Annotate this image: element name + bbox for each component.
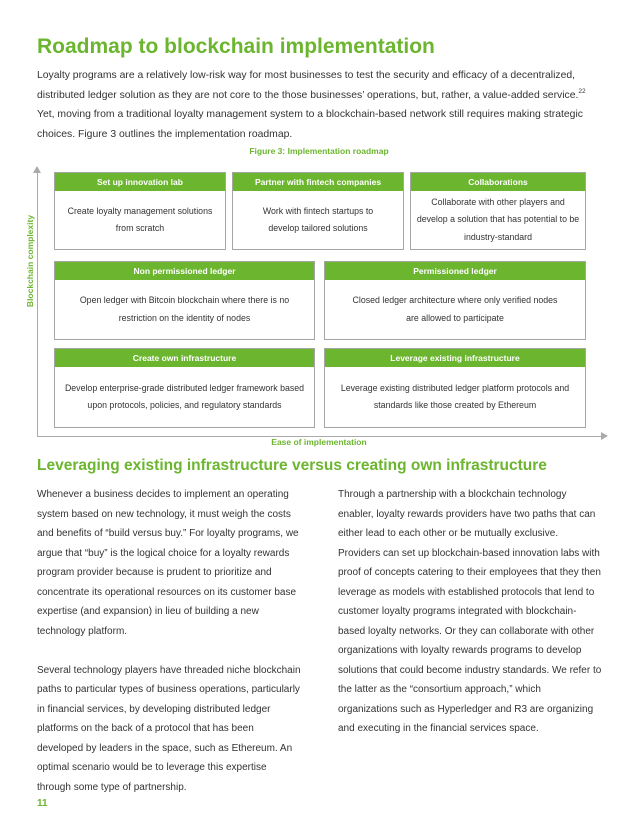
roadmap-box-fintech bbox=[232, 172, 404, 250]
y-axis-label: Blockchain complexity bbox=[25, 214, 35, 308]
roadmap-box-non-permissioned bbox=[54, 261, 315, 340]
roadmap-box-create-own bbox=[54, 348, 315, 428]
box-heading: Collaborations bbox=[411, 173, 585, 191]
roadmap-box-innovation-lab bbox=[54, 172, 226, 250]
box-text: Collaborate with other players and develop a solution that has potential to be industry-standard bbox=[416, 196, 580, 242]
footnote-ref[interactable]: 22 bbox=[578, 87, 586, 95]
intro-paragraph bbox=[37, 66, 602, 144]
box-heading: Set up innovation lab bbox=[55, 173, 225, 191]
y-axis-line bbox=[37, 170, 38, 437]
figure-caption: Figure 3: Implementation roadmap bbox=[249, 146, 389, 156]
box-heading: Leverage existing infrastructure bbox=[325, 349, 585, 367]
left-paragraph-2: Several technology players have threaded niche blockchain paths to particular types of business operations, particularly in financial services, by developing distributed ledger platforms on the back of a protocol that has been developed by leaders in the space, such as Ethereum. An optimal scenario would be to leverage this expertise through some type of partnership. bbox=[37, 664, 301, 793]
box-heading: Partner with fintech companies bbox=[233, 173, 403, 191]
intro-text: Loyalty programs are a relatively low-risk way for most businesses to test the security and efficacy of a decentralized, distributed ledger solution as they are not core to the those businesses’ operations, but, rather, a value-added service. bbox=[37, 70, 579, 101]
page-number: 11 bbox=[37, 798, 48, 809]
left-paragraph-1: Whenever a business decides to implement an operating system based on new technology, it must weigh the costs and benefits of “build versus buy.” For loyalty programs, we argue that “buy” is the logical choice for a loyalty rewards program provider because is prudent to prioritize and concentrate its operational resources on its customer base expertise (and expansion) in lieu of building a new technology platform. bbox=[37, 489, 299, 637]
box-text: Open ledger with Bitcoin blockchain where there is no restriction on the identity of nodes bbox=[79, 295, 290, 323]
box-text: Leverage existing distributed ledger platform protocols and standards like those created by Ethereum bbox=[340, 382, 570, 410]
roadmap-box-leverage-existing bbox=[324, 348, 586, 428]
box-text: Work with fintech startups to develop tailored solutions bbox=[262, 205, 374, 233]
box-heading: Non permissioned ledger bbox=[55, 262, 314, 280]
left-column bbox=[37, 485, 301, 797]
right-paragraph-1: Through a partnership with a blockchain technology enabler, loyalty rewards providers have two paths that can either lead to each other or be mutually exclusive. Providers can set up blockchain-based innovation labs with proof of concepts catering to their employees that they then leverage as models with established protocols that lend to customer loyalty programs integrated with blockchain-based loyalty networks. Or they can collaborate with other organizations with loyalty rewards programs to develop solutions that could become industry standards. We refer to the latter as the “consortium approach,” which organizations such as Hyperledger and R3 are organizing and executing in the financial services space. bbox=[338, 489, 602, 734]
box-text: Develop enterprise-grade distributed ledger framework based upon protocols, policies, and regulatory standards bbox=[64, 382, 305, 410]
roadmap-box-collaborations bbox=[410, 172, 586, 250]
page-title: Roadmap to blockchain implementation bbox=[37, 35, 435, 58]
x-axis-label: Ease of implementation bbox=[271, 437, 367, 447]
box-text: Closed ledger architecture where only verified nodes are allowed to participate bbox=[352, 295, 558, 323]
section-title: Leveraging existing infrastructure versus creating own infrastructure bbox=[37, 457, 547, 474]
box-heading: Create own infrastructure bbox=[55, 349, 314, 367]
right-column bbox=[338, 485, 602, 739]
box-text: Create loyalty management solutions from scratch bbox=[67, 205, 213, 233]
intro-text-continued: Yet, moving from a traditional loyalty management system to a blockchain-based network still requires making strategic choices. Figure 3 outlines the implementation roadmap. bbox=[37, 109, 583, 140]
roadmap-box-permissioned bbox=[324, 261, 586, 340]
box-heading: Permissioned ledger bbox=[325, 262, 585, 280]
